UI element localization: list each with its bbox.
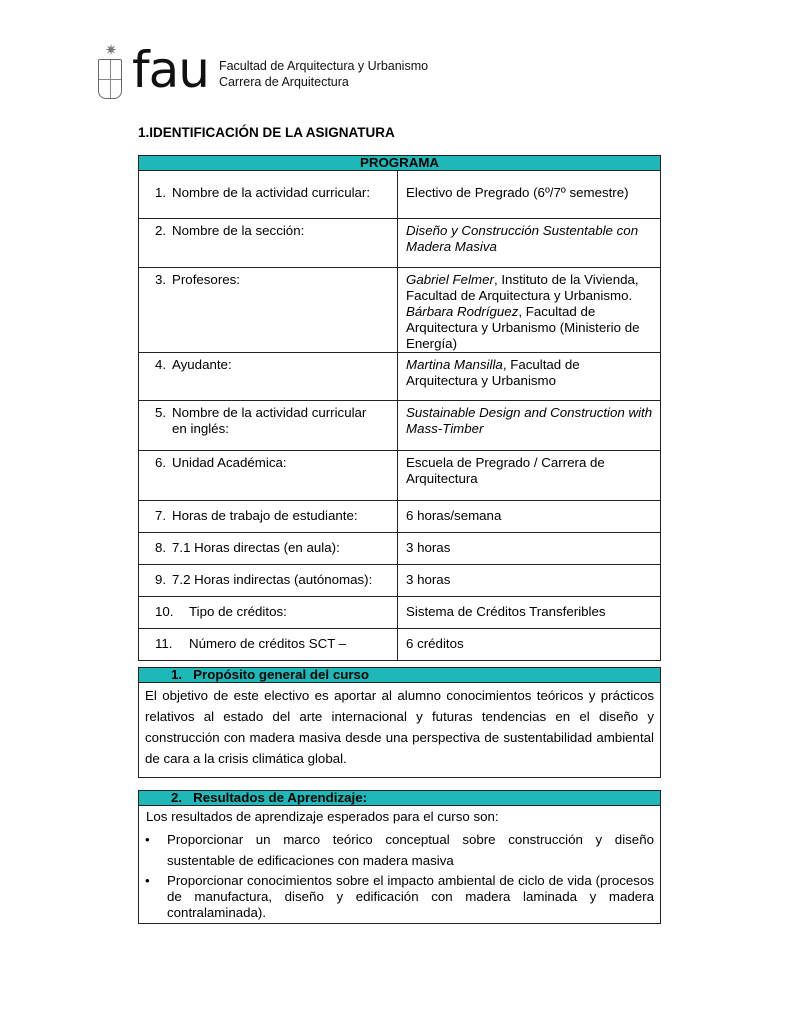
row-label: 3. Profesores: — [139, 268, 398, 353]
results-list — [145, 829, 654, 921]
bullet-icon: • — [145, 832, 150, 847]
row-label: 11. Número de créditos SCT – — [139, 629, 398, 661]
list-item: • Proporcionar conocimientos sobre el impacto ambiental de ciclo de vida (procesos de manufactura, diseño y edificación con madera laminada y madera contralaminada). — [145, 873, 654, 920]
list-item: • Proporcionar un marco teórico conceptual sobre construcción y diseño sustentable de edificaciones con madera masiva — [145, 829, 654, 871]
page-header — [96, 42, 428, 102]
results-body — [139, 806, 661, 924]
table-row — [139, 629, 661, 661]
career-name: Carrera de Arquitectura — [218, 75, 349, 89]
row-label: 4. Ayudante: — [139, 353, 398, 401]
row-value: Escuela de Pregrado / Carrera de Arquitectura — [398, 451, 661, 501]
row-label: 5. Nombre de la actividad curricular en inglés: — [139, 401, 398, 451]
row-value: 6 créditos — [398, 629, 661, 661]
star-icon: ✷ — [104, 42, 118, 59]
shield-icon — [98, 59, 122, 99]
purpose-table — [138, 667, 661, 778]
row-value: 3 horas — [398, 533, 661, 565]
section-title: 1.IDENTIFICACIÓN DE LA ASIGNATURA — [138, 125, 395, 140]
faculty-name: Facultad de Arquitectura y Urbanismo — [218, 59, 429, 73]
table-row — [139, 171, 661, 219]
table-row — [139, 451, 661, 501]
row-value: Sistema de Créditos Transferibles — [398, 597, 661, 629]
purpose-body: El objetivo de este electivo es aportar al alumno conocimientos teóricos y prácticos relativos al estado del arte internacional y futuras tendencias en el diseño y construcción con madera masiva desde una perspectiva de sustentabilidad ambiental de cara a la crisis climática global. — [139, 683, 661, 778]
results-intro: Los resultados de aprendizaje esperados para el curso son: — [146, 809, 499, 824]
row-value: Gabriel Felmer, Instituto de la Vivienda, Facultad de Arquitectura y Urbanismo. Bárbara Rodríguez, Facultad de Arquitectura y Urbanismo (Ministerio de Energía) — [398, 268, 661, 353]
table-row — [139, 219, 661, 268]
table-row — [139, 401, 661, 451]
row-value: 6 horas/semana — [398, 501, 661, 533]
results-table — [138, 790, 661, 924]
table-row — [139, 501, 661, 533]
row-value: 3 horas — [398, 565, 661, 597]
table-row — [139, 353, 661, 401]
table-row — [139, 268, 661, 353]
logo-text — [219, 58, 428, 90]
row-label: 10. Tipo de créditos: — [139, 597, 398, 629]
row-value: Diseño y Construcción Sustentable con Madera Masiva — [398, 219, 661, 268]
row-label: 1. Nombre de la actividad curricular: — [139, 171, 398, 219]
table-row — [139, 533, 661, 565]
table-row — [139, 565, 661, 597]
row-label: 2. Nombre de la sección: — [139, 219, 398, 268]
purpose-header: 1. Propósito general del curso — [139, 668, 661, 683]
program-table — [138, 155, 661, 661]
row-value: Sustainable Design and Construction with Mass-Timber — [398, 401, 661, 451]
row-value: Electivo de Pregrado (6º/7º semestre) — [398, 171, 661, 219]
results-header: 2. Resultados de Aprendizaje: — [139, 791, 661, 806]
bullet-icon: • — [145, 873, 150, 888]
table-row — [139, 597, 661, 629]
row-value: Martina Mansilla, Facultad de Arquitectura y Urbanismo — [398, 353, 661, 401]
row-label: 8. 7.1 Horas directas (en aula): — [139, 533, 398, 565]
fau-logo: fau — [132, 41, 209, 99]
university-crest-icon — [96, 43, 126, 101]
row-label: 6. Unidad Académica: — [139, 451, 398, 501]
row-label: 9. 7.2 Horas indirectas (autónomas): — [139, 565, 398, 597]
row-label: 7. Horas de trabajo de estudiante: — [139, 501, 398, 533]
program-header: PROGRAMA — [139, 156, 661, 171]
